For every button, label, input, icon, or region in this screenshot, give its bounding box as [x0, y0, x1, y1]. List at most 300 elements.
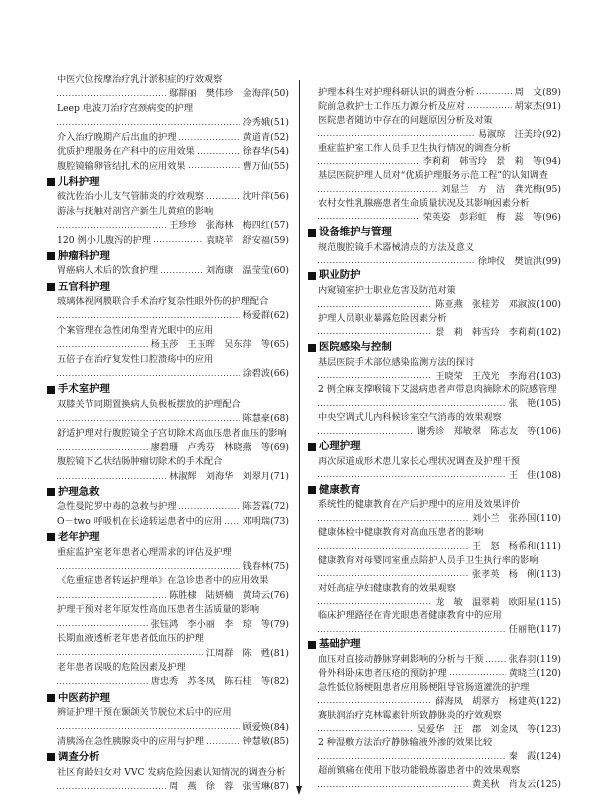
- toc-entry: [308, 554, 561, 582]
- entry-title: 2 例全麻支撑喉镜下艾滋病患者声带息肉摘除术的院感管理: [318, 384, 557, 396]
- dot-leader: [57, 87, 166, 101]
- entry-line: [47, 632, 289, 646]
- entry-authors: 廖碧珊 卢秀芬 林晓燕 等: [150, 441, 271, 453]
- section-heading: [308, 637, 561, 653]
- toc-entry: [308, 526, 561, 554]
- entry-line: [47, 766, 289, 780]
- section-heading: [47, 690, 289, 706]
- section-heading: [308, 483, 561, 499]
- entry-line: [308, 623, 561, 637]
- toc-entry: [308, 667, 561, 681]
- entry-title: 重症监护室工作人员手卫生执行情况的调查分析: [318, 142, 511, 154]
- entry-page: (87): [270, 781, 289, 792]
- entry-line: [308, 255, 561, 269]
- entry-title: 个案管理在急性闭角型青光眼中的应用: [57, 324, 214, 336]
- dot-leader: [57, 675, 148, 689]
- dot-leader: [198, 145, 240, 159]
- entry-page: (89): [542, 87, 561, 98]
- entry-line: [308, 425, 561, 439]
- entry-authors: 邓明瑞: [242, 515, 271, 527]
- dot-leader: [179, 131, 239, 145]
- dot-leader: [154, 234, 203, 248]
- entry-line: [47, 455, 289, 469]
- toc-entry: [308, 142, 561, 170]
- entry-line: [47, 675, 289, 689]
- section-heading: [47, 174, 289, 190]
- entry-line: [47, 427, 289, 441]
- entry-line: [47, 470, 289, 484]
- entry-title: 院前急救护士工作压力源分析及应对: [318, 100, 465, 112]
- section-label: 调查分析: [58, 751, 100, 764]
- arrow-down-icon: [296, 786, 302, 795]
- entry-authors: 刘显兰 方 洁 龚光梅: [441, 184, 543, 196]
- entry-title: 腹腔镜下乙状结肠肿瘤切除术的手术配合: [57, 456, 223, 468]
- toc-entry: [47, 102, 289, 131]
- entry-page: (99): [542, 255, 561, 267]
- entry-page: (68): [270, 413, 289, 425]
- entry-line: [47, 780, 289, 794]
- entry-line: [308, 128, 561, 142]
- entry-title: 急性曼陀罗中毒的急救与护理: [57, 501, 177, 513]
- toc-left-column: [47, 73, 289, 794]
- toc-entry: [308, 681, 561, 709]
- entry-page: (85): [270, 735, 289, 747]
- entry-line: [308, 568, 561, 582]
- entry-title: 介入治疗晚期产后出血的护理: [57, 131, 177, 143]
- entry-line: [47, 398, 289, 412]
- entry-line: [308, 370, 561, 384]
- entry-page: (50): [270, 88, 289, 100]
- entry-authors: 张春羽: [508, 654, 537, 666]
- toc-entry: [47, 398, 289, 427]
- entry-line: [47, 205, 289, 219]
- entry-title: 玻璃体视网膜联合手术治疗复杂性眼外伤的护理配合: [57, 295, 269, 307]
- section-heading: [308, 225, 561, 241]
- dot-leader: [318, 211, 420, 225]
- entry-title: 健康体检中健康教育对高血压患者的影响: [318, 527, 484, 539]
- dot-leader: [318, 298, 432, 312]
- entry-page: (125): [536, 779, 561, 791]
- dot-leader: [57, 470, 166, 484]
- toc-entry: [308, 383, 561, 411]
- section-heading: [47, 749, 289, 765]
- entry-page: (119): [536, 654, 561, 666]
- toc-entry: [47, 427, 289, 456]
- entry-line: [308, 86, 561, 100]
- entry-line: [47, 338, 289, 352]
- entry-authors: 周 文: [514, 87, 543, 98]
- dot-leader: [486, 653, 505, 667]
- entry-page: (69): [270, 441, 289, 453]
- toc-entry: [308, 356, 561, 384]
- entry-line: [47, 87, 289, 101]
- entry-line: [308, 411, 561, 425]
- entry-line: [308, 653, 561, 667]
- entry-authors: 顾爱焕: [242, 721, 271, 733]
- entry-authors: 荣英姿 彭彩虹 梅 蕊 等: [422, 212, 543, 224]
- entry-line: [47, 412, 289, 426]
- entry-page: (115): [536, 596, 561, 608]
- dot-leader: [57, 647, 203, 661]
- toc-entry: [308, 197, 561, 225]
- dot-leader: [318, 512, 469, 526]
- toc-entry: [47, 190, 289, 204]
- entry-authors: 钟慧敏: [242, 735, 271, 747]
- toc-entry: [308, 736, 561, 764]
- entry-line: [47, 309, 289, 323]
- dot-leader: [477, 86, 511, 100]
- entry-page: (51): [270, 117, 289, 129]
- entry-title: 游泳与抚触对剖宫产新生儿黄疸的影响: [57, 205, 214, 217]
- toc-entry: [47, 735, 289, 749]
- entry-page: (72): [270, 501, 289, 513]
- entry-title: 清胰汤在急性胰腺炎中的应用与护理: [57, 735, 204, 747]
- entry-line: [308, 709, 561, 723]
- dot-leader: [57, 780, 166, 794]
- section-heading: [47, 248, 289, 264]
- entry-authors: 任丽艳: [508, 624, 537, 636]
- toc-entry: [308, 169, 561, 197]
- entry-page: (102): [536, 326, 561, 338]
- entry-authors: 王 佳: [508, 469, 537, 481]
- entry-page: (65): [270, 339, 289, 351]
- entry-page: (120): [536, 667, 561, 679]
- toc-entry: [308, 709, 561, 737]
- toc-entry: [47, 706, 289, 735]
- section-marker-icon: [308, 443, 316, 451]
- entry-page: (59): [270, 234, 289, 246]
- toc-entry: [308, 653, 561, 667]
- toc-entry: [47, 500, 289, 514]
- entry-line: [47, 618, 289, 632]
- entry-line: [47, 324, 289, 338]
- section-marker-icon: [47, 488, 55, 496]
- entry-line: [47, 721, 289, 735]
- toc-entry: [47, 145, 289, 159]
- entry-line: [308, 197, 561, 211]
- dot-leader: [57, 560, 240, 574]
- toc-entry: [308, 284, 561, 312]
- entry-line: [47, 145, 289, 159]
- section-heading: [47, 484, 289, 500]
- toc-entry: [308, 411, 561, 439]
- section-label: 医院感染与控制: [319, 340, 392, 353]
- toc-entry: [308, 582, 561, 610]
- entry-title: Leep 电波刀治疗宫颈病变的护理: [57, 102, 194, 114]
- entry-line: [308, 512, 561, 526]
- section-marker-icon: [308, 344, 316, 352]
- entry-authors: 李莉莉 韩雪玲 景 莉 等: [422, 156, 543, 168]
- entry-line: [47, 190, 289, 204]
- entry-page: (123): [536, 723, 561, 735]
- entry-title: 五倍子在治疗复发性口腔溃疡中的应用: [57, 353, 214, 365]
- entry-page: (108): [536, 469, 561, 481]
- entry-authors: 涂碧波: [242, 368, 271, 379]
- entry-authors: 刘海康 温莹莹: [205, 265, 271, 277]
- entry-line: [47, 353, 289, 367]
- toc-entry: [47, 766, 289, 795]
- entry-page: (111): [536, 541, 561, 553]
- entry-authors: 杨爱群: [242, 310, 271, 322]
- dot-leader: [318, 723, 414, 737]
- section-marker-icon: [47, 178, 55, 186]
- entry-line: [47, 160, 289, 174]
- dot-leader: [57, 441, 148, 455]
- entry-authors: 袁晓苹 舒安福: [205, 234, 271, 246]
- entry-authors: 王 怒 杨希和: [471, 541, 537, 553]
- entry-page: (55): [270, 160, 289, 172]
- entry-line: [308, 596, 561, 610]
- entry-line: [308, 114, 561, 128]
- entry-page: (57): [270, 220, 289, 232]
- entry-line: [47, 546, 289, 560]
- entry-line: [308, 681, 561, 695]
- entry-title: 护理干预对老年原发性高血压患者生活质量的影响: [57, 604, 260, 616]
- entry-title: 急性低位肠梗阻患者应用肠梗阻导管肠道灌洗的护理: [318, 681, 530, 693]
- entry-title: 舒适护理对行腹腔镜全子宫切除术高血压患者血压的影响: [57, 427, 287, 439]
- entry-authors: 易淑琼 汪美玲: [477, 128, 543, 140]
- entry-title: 农村女性乳腺癌患者生命质量状况及其影响因素分析: [318, 198, 530, 210]
- section-label: 儿科护理: [58, 176, 100, 189]
- entry-page: (56): [270, 191, 289, 203]
- entry-line: [308, 455, 561, 469]
- entry-authors: 陈亚燕 张桂芳 邓淑波: [435, 299, 537, 311]
- entry-title: 基层医院护理人员对“优质护理服务示范工程”的认知调查: [318, 170, 548, 182]
- toc-entry: [308, 86, 561, 100]
- entry-line: [47, 73, 289, 87]
- section-marker-icon: [47, 283, 55, 291]
- entry-line: [308, 750, 561, 764]
- dot-leader: [318, 469, 506, 483]
- entry-authors: 曹万仙: [242, 160, 271, 172]
- entry-line: [308, 100, 561, 114]
- entry-authors: 周 燕 徐 蓉 张雪琳: [169, 781, 271, 792]
- dot-leader: [318, 778, 469, 792]
- section-marker-icon: [308, 229, 316, 237]
- toc-entry: [47, 574, 289, 603]
- entry-line: [308, 397, 561, 411]
- entry-line: [308, 211, 561, 225]
- section-heading: [308, 268, 561, 284]
- entry-page: (117): [536, 624, 561, 636]
- entry-line: [47, 295, 289, 309]
- entry-page: (54): [270, 146, 289, 158]
- entry-title: 超前镇痛在使用下肢功能锻炼器患者中的效果观察: [318, 765, 521, 777]
- section-label: 心理护理: [319, 439, 361, 452]
- entry-title: 骨外科卧床患者压疮的预防护理: [318, 667, 447, 679]
- dot-leader: [318, 623, 506, 637]
- toc-right-column: [308, 86, 561, 792]
- entry-page: (73): [270, 515, 289, 527]
- toc-entry: [47, 455, 289, 484]
- toc-entry: [47, 264, 289, 278]
- dot-leader: [57, 589, 166, 603]
- entry-authors: 景 莉 韩雪玲 李莉莉: [435, 326, 537, 338]
- entry-title: 中央空调式儿内科候诊室空气消毒的效果观察: [318, 412, 502, 424]
- entry-line: [308, 241, 561, 255]
- entry-page: (92): [542, 128, 561, 140]
- entry-page: (96): [542, 212, 561, 224]
- dot-leader: [318, 326, 432, 340]
- entry-title: 再次尿道成形术患儿家长心理状况调查及护理干预: [318, 455, 521, 467]
- entry-page: (110): [536, 513, 561, 525]
- entry-line: [47, 706, 289, 720]
- entry-page: (79): [270, 618, 289, 630]
- entry-line: [308, 526, 561, 540]
- entry-page: (91): [542, 100, 561, 112]
- entry-line: [47, 500, 289, 514]
- entry-authors: 陈胜棣 陆妍楠 黄琦云: [169, 589, 271, 601]
- dot-leader: [318, 155, 420, 169]
- entry-title: 重症监护室老年患者心理需求的评估及护理: [57, 546, 232, 558]
- entry-line: [308, 326, 561, 340]
- entry-line: [308, 723, 561, 737]
- entry-authors: 冷秀娥: [242, 117, 271, 129]
- entry-authors: 江周群 陈 甦: [205, 647, 271, 659]
- entry-title: 胃癌病人术后的饮食护理: [57, 265, 159, 277]
- toc-entry: [47, 603, 289, 632]
- entry-authors: 胡家杰: [514, 100, 543, 112]
- section-marker-icon: [47, 533, 55, 541]
- entry-line: [47, 589, 289, 603]
- entry-authors: 张 艳: [508, 398, 537, 410]
- entry-line: [308, 142, 561, 156]
- dot-leader: [57, 367, 240, 381]
- dot-leader: [318, 750, 506, 764]
- entry-line: [308, 312, 561, 326]
- entry-line: [47, 367, 289, 381]
- entry-title: 内窥镜室护士职业危害及防范对策: [318, 285, 456, 297]
- toc-entry: [308, 241, 561, 269]
- entry-page: (113): [536, 568, 561, 580]
- entry-authors: 王珍珍 张海林 梅四红: [169, 220, 271, 232]
- dot-leader: [225, 515, 239, 529]
- entry-title: 赛肤润治疗克林霉素针所致静脉炎的疗效观察: [318, 709, 502, 721]
- entry-page: (81): [270, 647, 289, 659]
- entry-authors: 钱春林: [242, 560, 271, 572]
- entry-page: (62): [270, 310, 289, 322]
- dot-leader: [57, 309, 240, 323]
- toc-entry: [308, 609, 561, 637]
- entry-authors: 林淑辉 刘海华 刘翠月: [169, 470, 271, 482]
- entry-page: (75): [270, 560, 289, 572]
- entry-authors: 陈慧豪: [242, 413, 271, 425]
- entry-authors: 沈叶萍: [242, 191, 271, 203]
- entry-line: [308, 736, 561, 750]
- section-label: 老年护理: [58, 531, 100, 544]
- entry-authors: 王晓荣 王茂光 李海君: [435, 370, 537, 382]
- entry-authors: 张钰鸿 李小丽 李 琼 等: [150, 618, 271, 630]
- entry-authors: 刘小兰 张孙国: [471, 513, 537, 525]
- entry-title: 对妊高症孕妇健康教育的效果观察: [318, 582, 456, 594]
- entry-title: 血压对直接动静脉穿刺影响的分析与干预: [318, 654, 484, 666]
- section-marker-icon: [47, 252, 55, 260]
- entry-line: [308, 778, 561, 792]
- toc-entry: [308, 100, 561, 114]
- entry-page: (76): [270, 589, 289, 601]
- toc-entry: [308, 764, 561, 792]
- dot-leader: [161, 264, 203, 278]
- toc-entry: [47, 131, 289, 145]
- entry-line: [308, 383, 561, 397]
- section-heading: [308, 340, 561, 356]
- entry-line: [308, 554, 561, 568]
- dot-leader: [318, 397, 506, 411]
- dot-leader: [318, 596, 432, 610]
- column-divider: [299, 80, 300, 787]
- dot-leader: [179, 500, 239, 514]
- entry-title: 双膝关节同期置换病人负极板摆放的护理配合: [57, 398, 241, 410]
- entry-page: (103): [536, 370, 561, 382]
- section-marker-icon: [308, 641, 316, 649]
- toc-entry: [47, 295, 289, 324]
- toc-entry: [47, 234, 289, 248]
- entry-line: [308, 667, 561, 681]
- entry-title: 临床护理路径在青光眼患者健康教育中的应用: [318, 610, 502, 622]
- entry-authors: 秦 霞: [508, 751, 537, 763]
- section-label: 肿瘤科护理: [58, 250, 110, 262]
- entry-line: [308, 609, 561, 623]
- entry-line: [308, 582, 561, 596]
- dot-leader: [57, 721, 240, 735]
- entry-title: 系统性的健康教育在产后护理中的应用及效果评价: [318, 499, 521, 511]
- entry-line: [308, 695, 561, 709]
- entry-authors: 薛海凤 胡翠方 杨建英: [435, 695, 537, 707]
- entry-page: (60): [270, 265, 289, 277]
- section-label: 护理急救: [58, 486, 100, 499]
- entry-authors: 陈荟霖: [242, 501, 271, 513]
- section-label: 五官科护理: [58, 280, 110, 293]
- toc-entry: [308, 312, 561, 340]
- entry-page: (100): [536, 299, 561, 311]
- entry-title: 优质护理服务在产科中的应用效果: [57, 146, 195, 158]
- dot-leader: [468, 100, 512, 114]
- entry-authors: 张孝英 杨 俐: [471, 568, 537, 580]
- dot-leader: [57, 412, 240, 426]
- toc-entry: [47, 73, 289, 102]
- dot-leader: [207, 190, 240, 204]
- toc-entry: [308, 455, 561, 483]
- entry-page: (105): [536, 398, 561, 410]
- entry-page: (84): [270, 721, 289, 733]
- entry-title: 中医穴位按摩治疗乳汁淤积症的疗效观察: [57, 74, 223, 85]
- section-marker-icon: [308, 272, 316, 280]
- entry-line: [47, 560, 289, 574]
- dot-leader: [318, 255, 475, 269]
- entry-page: (82): [270, 676, 289, 688]
- entry-line: [308, 498, 561, 512]
- entry-authors: 徐坤仪 樊谊洪: [477, 255, 543, 267]
- toc-entry: [47, 515, 289, 529]
- section-heading: [308, 439, 561, 455]
- section-heading: [47, 529, 289, 545]
- dot-leader: [207, 735, 240, 749]
- entry-line: [47, 234, 289, 248]
- entry-page: (122): [536, 695, 561, 707]
- entry-authors: 谢秀诊 郑敏翠 陈志友 等: [416, 426, 537, 438]
- entry-page: (71): [270, 470, 289, 482]
- entry-title: 彼沈佐治小儿支气管肺炎的疗效观察: [57, 191, 204, 203]
- entry-line: [308, 284, 561, 298]
- entry-line: [47, 515, 289, 529]
- entry-page: (66): [270, 368, 289, 379]
- toc-entry: [308, 114, 561, 142]
- entry-authors: 黄道青: [242, 131, 271, 143]
- dot-leader: [450, 667, 506, 681]
- entry-page: (106): [536, 426, 561, 438]
- section-label: 中医药护理: [58, 691, 110, 704]
- entry-title: 2 种湿敷方法治疗静脉输液外渗的效果比较: [318, 737, 493, 749]
